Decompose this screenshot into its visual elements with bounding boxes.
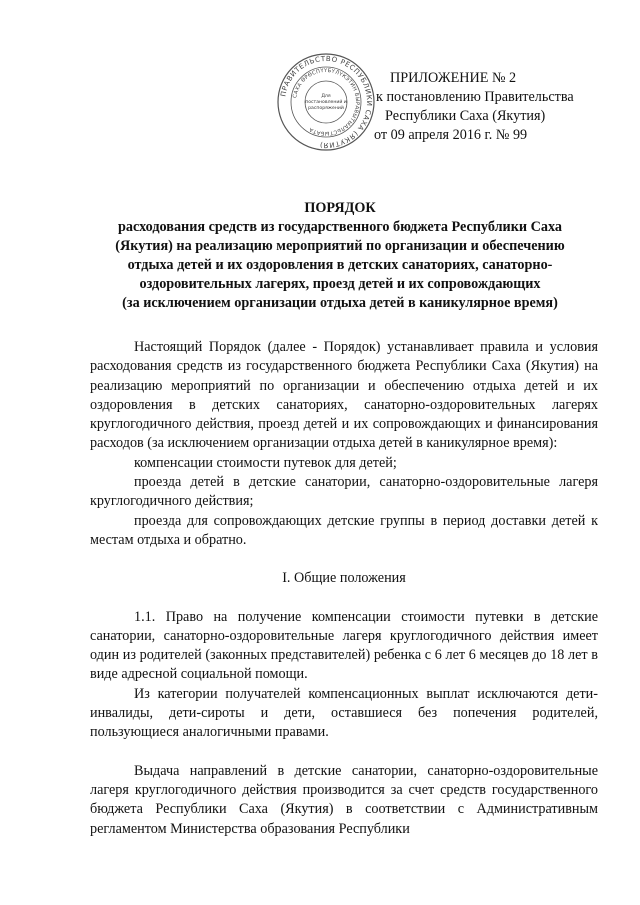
appendix-number: ПРИЛОЖЕНИЕ № 2	[390, 70, 517, 86]
list-item: проезда для сопровождающих детские группы в период доставки детей к местам отдыха и обратно.	[90, 512, 598, 548]
appendix-decree: к постановлению Правительства	[376, 89, 574, 105]
section-heading: I. Общие положения	[282, 570, 406, 587]
seal-center-3: распоряжений	[308, 106, 344, 111]
title-line: оздоровительных лагерях, проезд детей и их сопровождающих	[139, 276, 541, 292]
title-line: (за исключением организации отдыха детей в каникулярное время)	[122, 295, 558, 311]
title-line: расходования средств из государственного бюджета Республики Саха	[118, 219, 562, 235]
title-heading: ПОРЯДОК	[304, 200, 376, 216]
paragraph-1-1: 1.1. Право на получение компенсации стоимости путевки в детские санатории, санаторно-оздоровительные лагеря круглогодичного действия имеет один из родителей (законных представителей) ребенка с 6 лет 6 месяцев до 18 лет в виде адресной социальной помощи.	[90, 608, 598, 683]
seal-center-1: Для	[321, 94, 331, 99]
appendix-republic: Республики Саха (Якутия)	[385, 108, 546, 124]
paragraph-exclusions: Из категории получателей компенсационных выплат исключаются дети-инвалиды, дети-сироты и дети, оставшиеся без попечения родителей, пользующиеся аналогичными правами.	[90, 685, 598, 741]
intro-paragraph: Настоящий Порядок (далее - Порядок) устанавливает правила и условия расходования средств из государственного бюджета Республики Саха (Якутия) на реализацию мероприятий по организации и обеспечению отдыха детей и их оздоровления в детских санаториях, санаторно-оздоровительных лагерях круглогодичного действия, проезд детей и их сопровождающих и финансирования расходов (за исключением организации отдыха детей в каникулярное время):	[90, 339, 598, 452]
official-seal	[276, 52, 376, 152]
paragraph-issuance: Выдача направлений в детские санатории, санаторно-оздоровительные лагеря круглогодичного действия производится за счет средств государственного бюджета Республики Саха (Якутия) в соответствии с Административным регламентом Министерства образования Республики	[90, 762, 598, 837]
appendix-header	[374, 69, 574, 145]
list-item: проезда детей в детские санатории, санаторно-оздоровительные лагеря круглогодичного действия;	[90, 474, 598, 510]
seal-inner-text: САХА ӨРӨСПҮҮБҮЛҮКЭТИН БЫРАВЫТЫАЛЬСТЫБАТА	[292, 67, 361, 137]
title-line: отдыха детей и их оздоровления в детских санаториях, санаторно-	[127, 257, 553, 273]
appendix-date: от 09 апреля 2016 г. № 99	[374, 127, 528, 143]
list-item: компенсации стоимости путевок для детей;	[134, 454, 397, 471]
title-line: (Якутия) на реализацию мероприятий по организации и обеспечению	[115, 238, 565, 254]
document-title	[70, 199, 610, 313]
document-body	[90, 338, 598, 839]
seal-center-2: постановлений и	[305, 100, 347, 105]
seal-outer-text: ПРАВИТЕЛЬСТВО РЕСПУБЛИКИ САХА (ЯКУТИЯ)	[279, 54, 374, 150]
